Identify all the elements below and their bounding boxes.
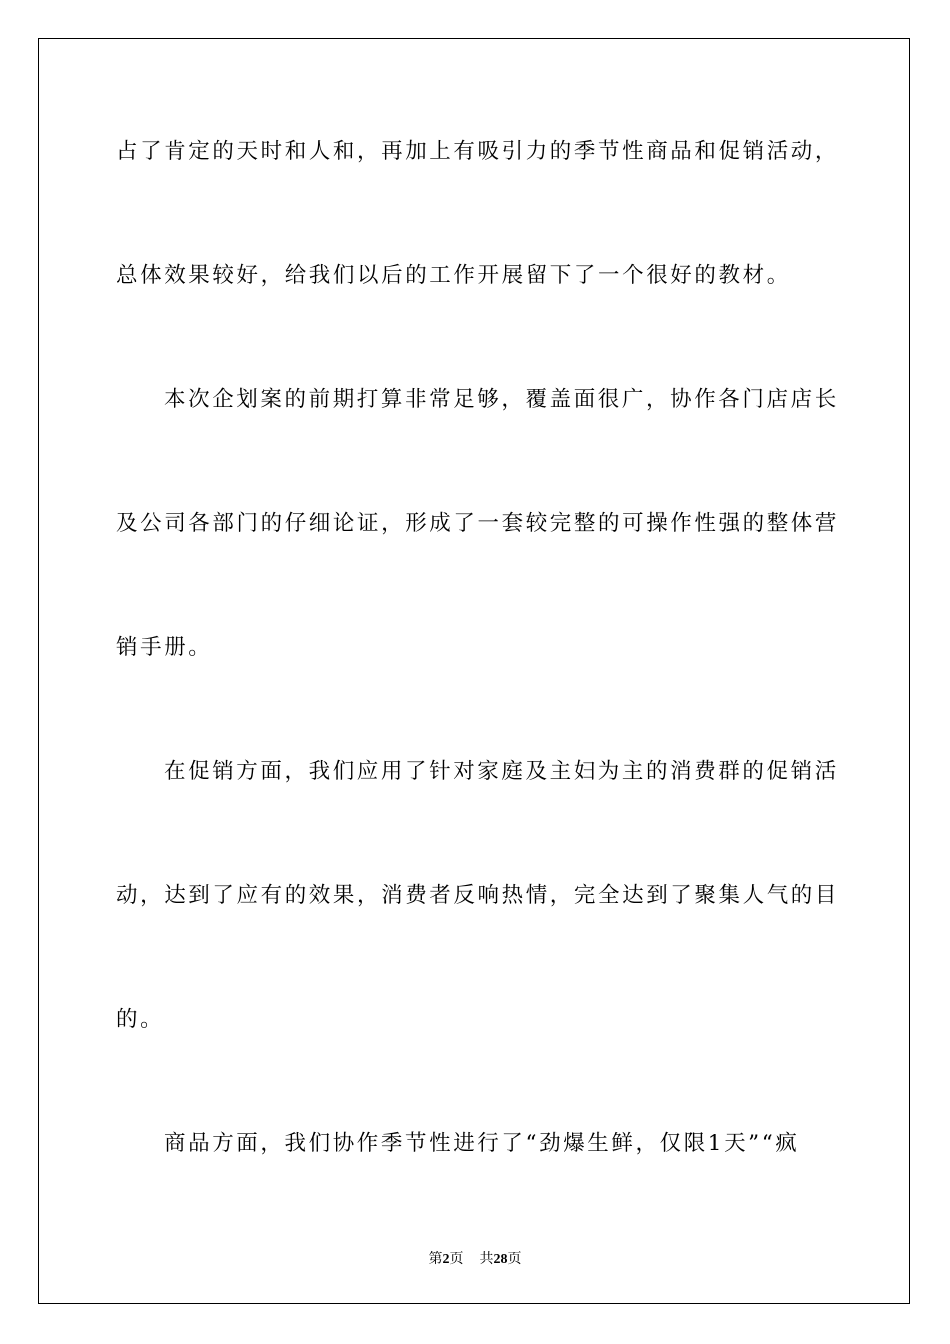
text-line-7: 动，达到了应有的效果，消费者反响热情，完全达到了聚集人气的目 <box>116 883 840 908</box>
page-label-suffix: 页 <box>449 1252 464 1267</box>
text-line-4: 及公司各部门的仔细论证，形成了一套较完整的可操作性强的整体营 <box>116 511 840 536</box>
document-body <box>116 132 840 1248</box>
total-pages: 28 <box>493 1252 508 1267</box>
text-line-8: 的。 <box>116 1007 165 1032</box>
page-label-prefix: 第 <box>428 1252 443 1267</box>
text-line-5: 销手册。 <box>116 635 213 660</box>
page-footer <box>0 1248 950 1268</box>
text-line-1: 占了肯定的天时和人和，再加上有吸引力的季节性商品和促销活动， <box>116 139 840 164</box>
text-line-3: 本次企划案的前期打算非常足够，覆盖面很广，协作各门店店长 <box>164 387 839 412</box>
total-label-prefix: 共 <box>479 1252 494 1267</box>
page-number: 2 <box>442 1252 450 1267</box>
text-line-6: 在促销方面，我们应用了针对家庭及主妇为主的消费群的促销活 <box>164 759 839 784</box>
text-line-2: 总体效果较好，给我们以后的工作开展留下了一个很好的教材。 <box>116 263 791 288</box>
text-line-9: 商品方面，我们协作季节性进行了“劲爆生鲜，仅限1天”“疯 <box>164 1131 800 1156</box>
total-label-suffix: 页 <box>507 1252 522 1267</box>
